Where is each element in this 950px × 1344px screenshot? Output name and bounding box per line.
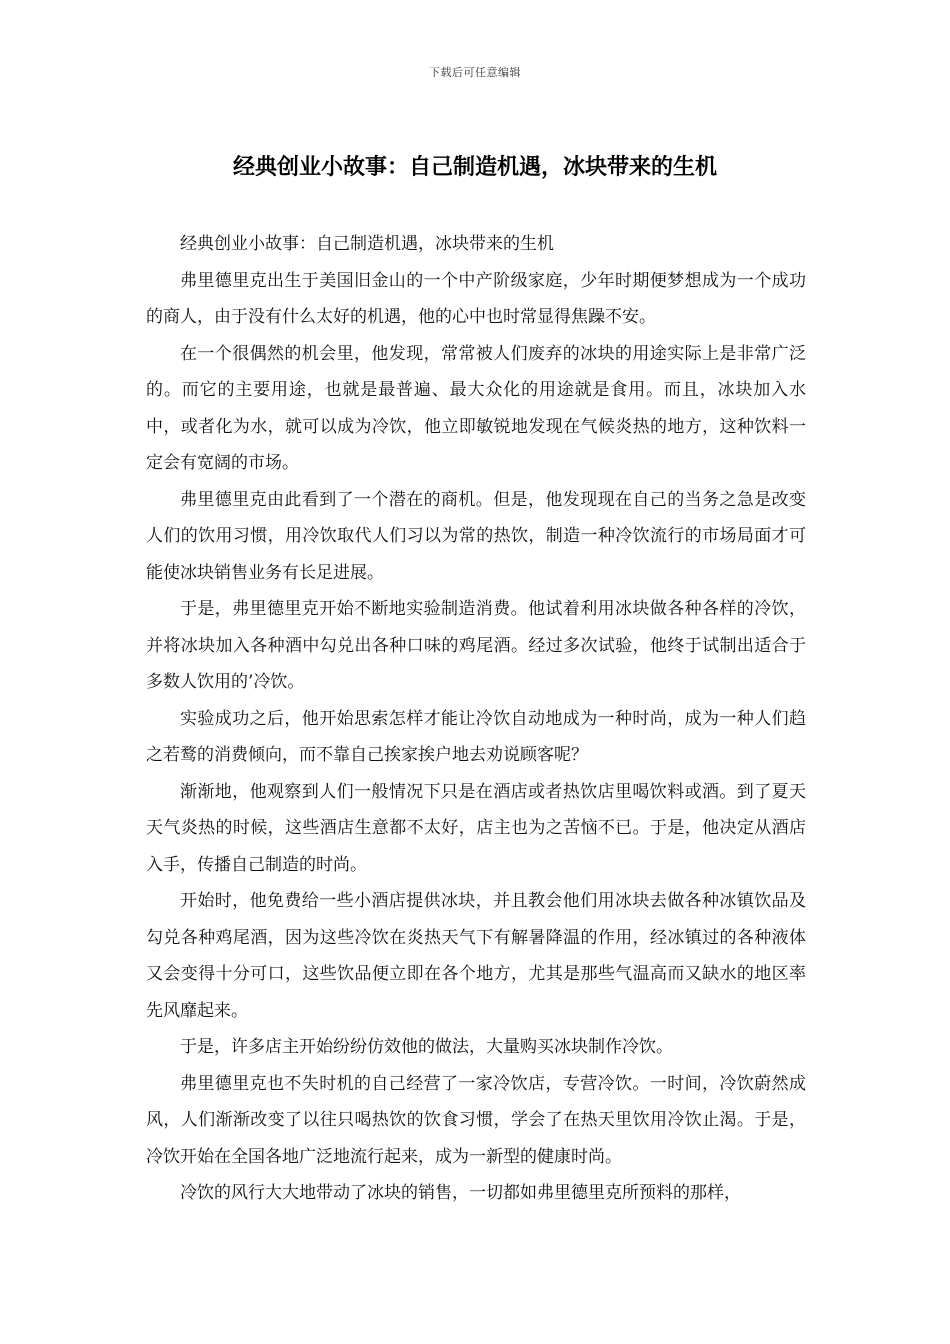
paragraph: 在一个很偶然的机会里，他发现，常常被人们废弃的冰块的用途实际上是非常广泛的。而它的主要用途，也就是最普遍、最大众化的用途就是食用。而且，冰块加入水中，或者化为水，就可以成为冷饮，他立即敏锐地发现在气候炎热的地方，这种饮料一定会有宽阔的市场。: [146, 343, 806, 473]
paragraph: 渐渐地，他观察到人们一般情况下只是在酒店或者热饮店里喝饮料或酒。到了夏天天气炎热的时候，这些酒店生意都不太好，店主也为之苦恼不已。于是，他决定从酒店入手，传播自己制造的时尚。: [146, 781, 806, 875]
paragraph: 冷饮的风行大大地带动了冰块的销售，一切都如弗里德里克所预料的那样，: [180, 1183, 741, 1203]
paragraph: 于是，许多店主开始纷纷仿效他的做法，大量购买冰块制作冷饮。: [180, 1037, 673, 1057]
paragraph: 开始时，他免费给一些小酒店提供冰块，并且教会他们用冰块去做各种冰镇饮品及勾兑各种鸡尾酒，因为这些冷饮在炎热天气下有解暑降温的作用，经冰镇过的各种液体又会变得十分可口，这些饮品便立即在各个地方，尤其是那些气温高而又缺水的地区率先风靡起来。: [146, 891, 806, 1021]
paragraph: 弗里德里克出生于美国旧金山的一个中产阶级家庭，少年时期便梦想成为一个成功的商人，由于没有什么太好的机遇，他的心中也时常显得焦躁不安。: [146, 270, 806, 327]
header-note: 下载后可任意编辑: [429, 66, 521, 79]
document-body: [146, 226, 806, 1212]
paragraph: 经典创业小故事：自己制造机遇，冰块带来的生机: [180, 234, 554, 254]
document-title: 经典创业小故事：自己制造机遇，冰块带来的生机: [232, 155, 717, 180]
paragraph: 弗里德里克也不失时机的自己经营了一家冷饮店，专营冷饮。一时间，冷饮蔚然成风，人们渐渐改变了以往只喝热饮的饮食习惯，学会了在热天里饮用冷饮止渴。于是，冷饮开始在全国各地广泛地流行起来，成为一新型的健康时尚。: [146, 1073, 806, 1167]
paragraph: 实验成功之后，他开始思索怎样才能让冷饮自动地成为一种时尚，成为一种人们趋之若鹜的消费倾向，而不靠自己挨家挨户地去劝说顾客呢？: [146, 708, 806, 765]
paragraph: 弗里德里克由此看到了一个潜在的商机。但是，他发现现在自己的当务之急是改变人们的饮用习惯，用冷饮取代人们习以为常的热饮，制造一种冷饮流行的市场局面才可能使冰块销售业务有长足进展。: [146, 489, 806, 583]
paragraph: 于是，弗里德里克开始不断地实验制造消费。他试着利用冰块做各种各样的冷饮，并将冰块加入各种酒中勾兑出各种口味的鸡尾酒。经过多次试验，他终于试制出适合于多数人饮用的’冷饮。: [146, 599, 806, 692]
